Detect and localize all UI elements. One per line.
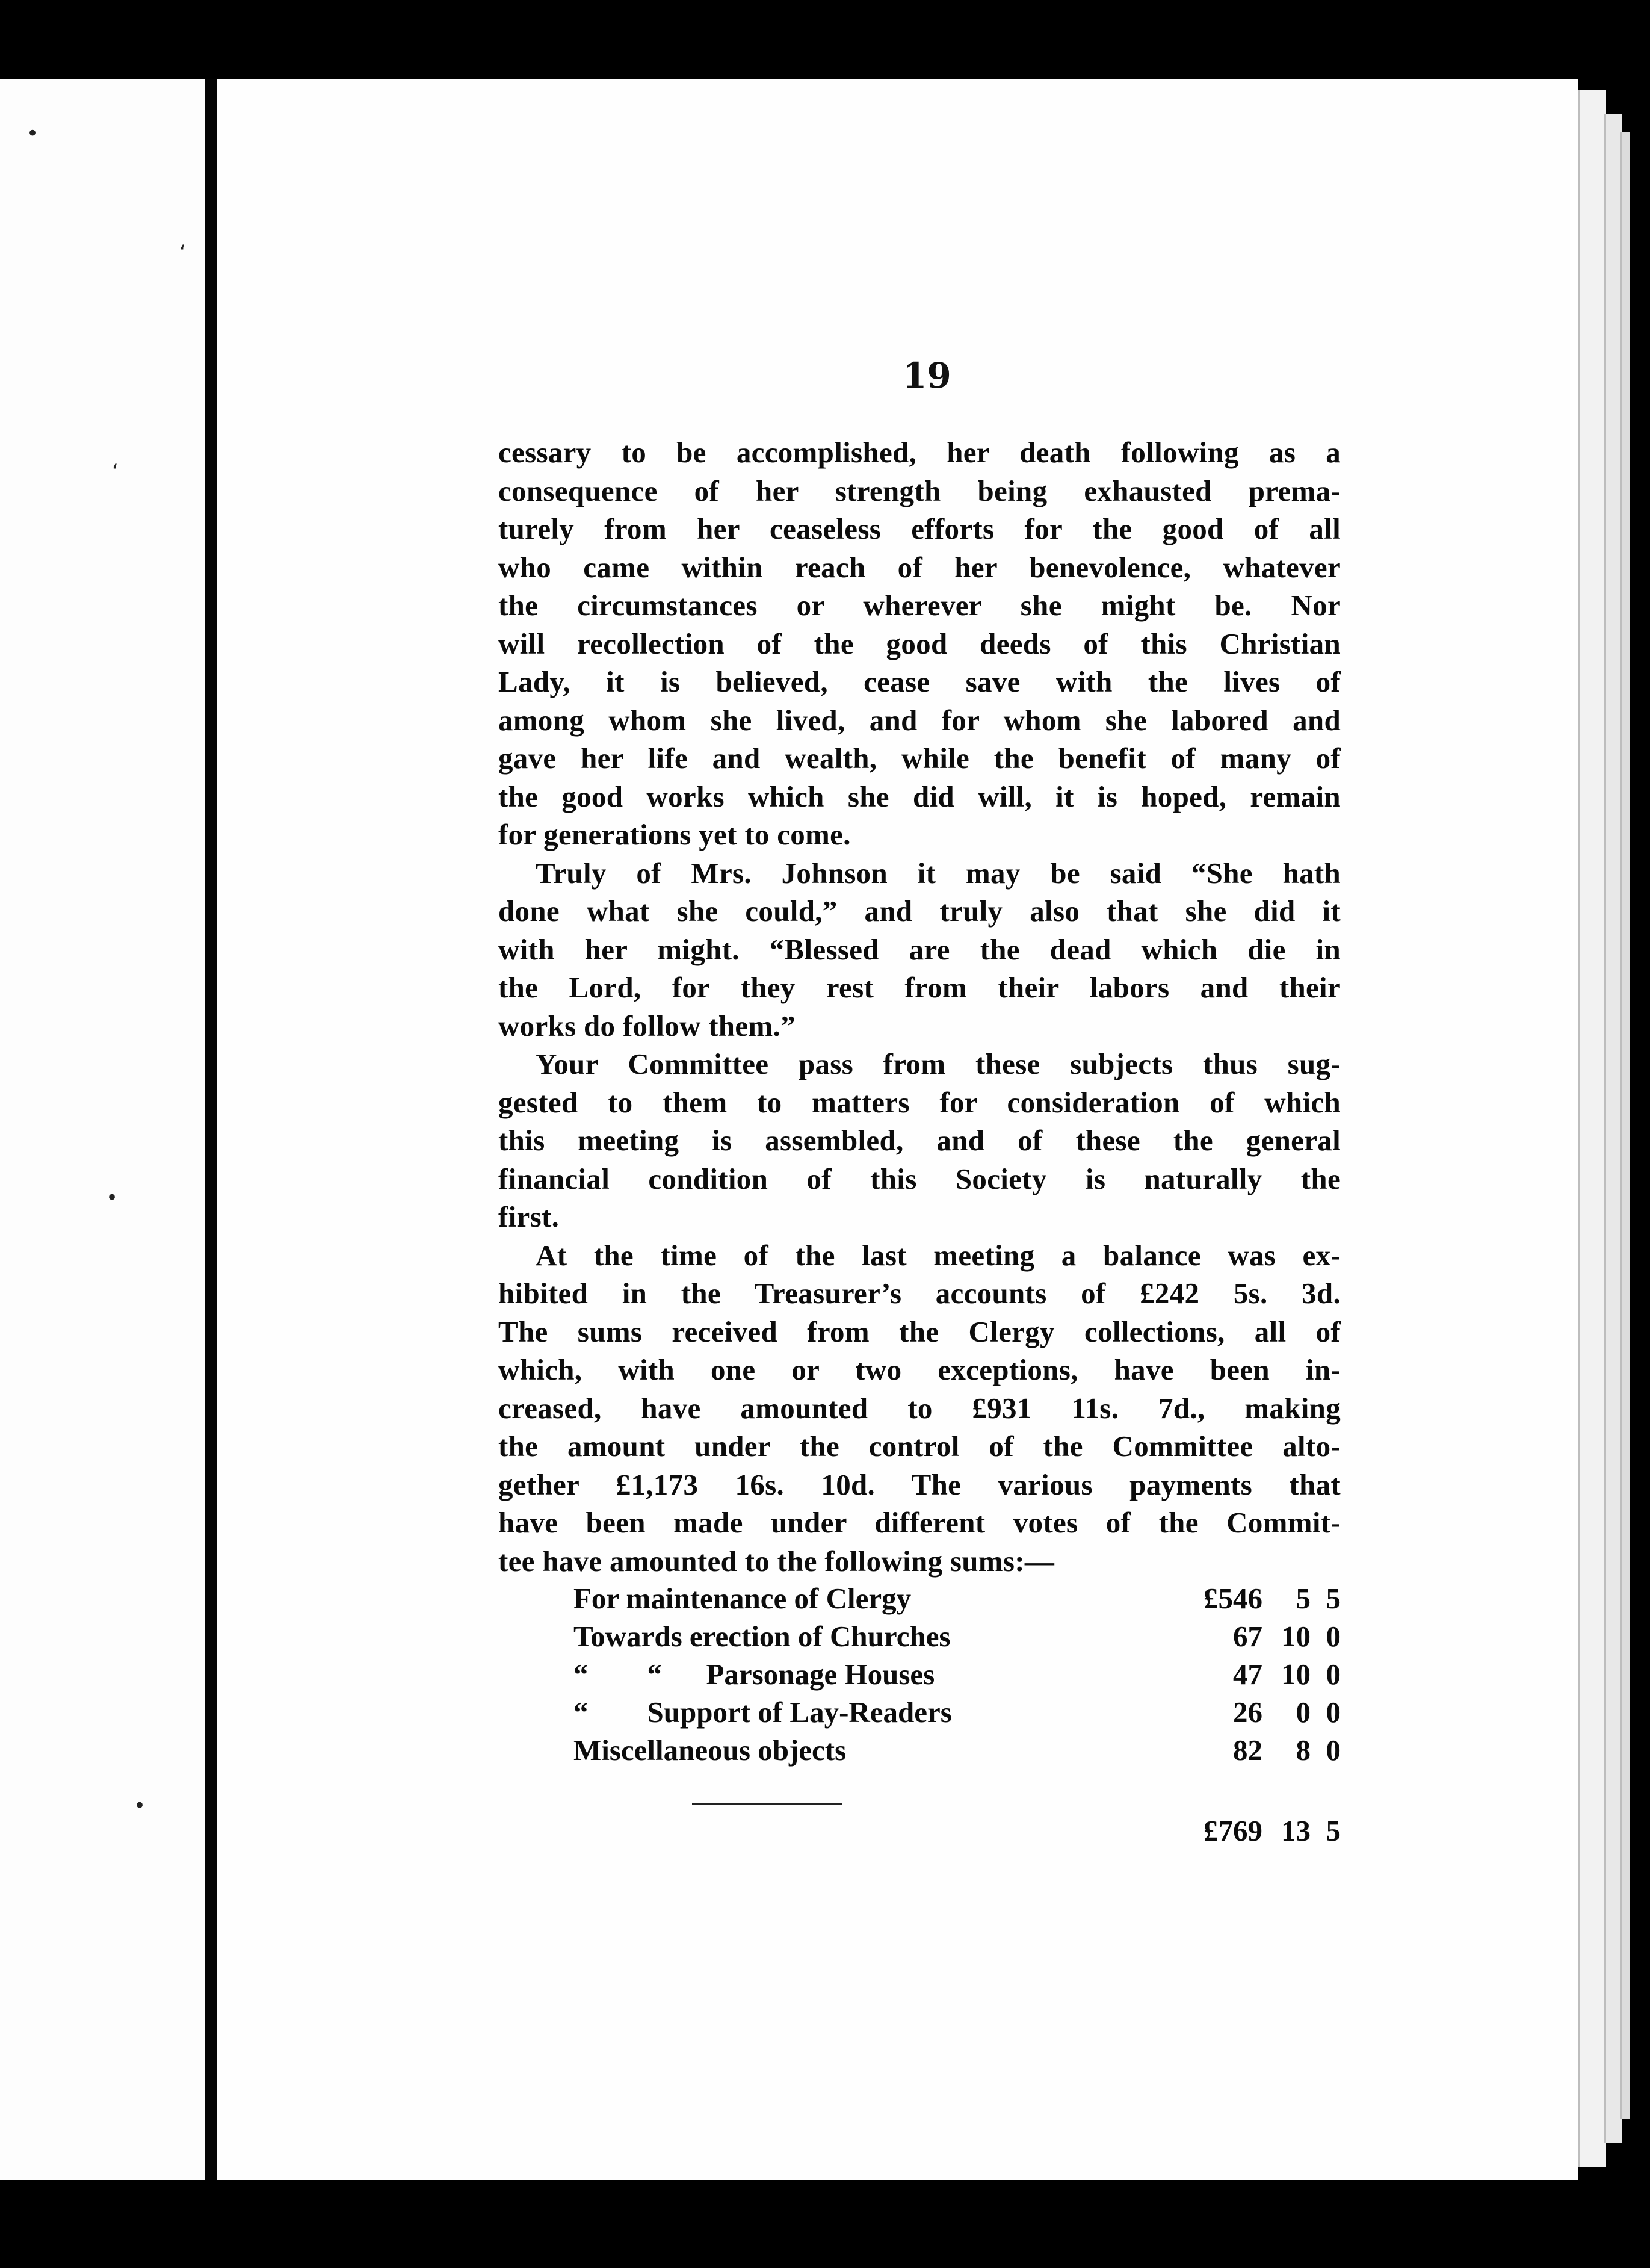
total-shillings: 13 <box>1281 1814 1311 1847</box>
amount-pence: 0 <box>1326 1658 1341 1691</box>
text-line: will recollection of the good deeds of this Christian <box>498 627 1341 660</box>
amount-pence: 5 <box>1326 1582 1341 1615</box>
stray-mark: ‘ <box>112 460 119 484</box>
payment-label: For maintenance of Clergy <box>573 1582 912 1615</box>
amount-pounds: 67 <box>1233 1620 1262 1653</box>
text-line: The sums received from the Clergy collections, all of <box>498 1315 1341 1348</box>
payment-label: “ Support of Lay-Readers <box>573 1696 952 1729</box>
payment-row <box>498 1579 1341 1617</box>
amount-shillings: 5 <box>1296 1582 1311 1615</box>
payment-row <box>498 1693 1341 1731</box>
payment-row <box>498 1731 1341 1769</box>
amount-pounds: 47 <box>1233 1658 1262 1691</box>
text-line: this meeting is assembled, and of these the general <box>498 1124 1341 1157</box>
text-line: who came within reach of her benevolence, whatever <box>498 550 1341 584</box>
text-line: At the time of the last meeting a balance was ex- <box>536 1238 1341 1272</box>
body-text <box>498 433 1341 1580</box>
text-line: have been made under different votes of the Commit- <box>498 1506 1341 1539</box>
payment-label: Miscellaneous objects <box>573 1734 847 1767</box>
amount-pence: 0 <box>1326 1734 1341 1767</box>
text-line: gested to them to matters for consideration of which <box>498 1085 1341 1119</box>
text-line: hibited in the Treasurer’s accounts of £242 5s. 3d. <box>498 1277 1341 1310</box>
page-number: 19 <box>903 355 951 396</box>
text-line: Truly of Mrs. Johnson it may be said “She hath <box>536 856 1341 890</box>
text-line: cessary to be accomplished, her death following as a <box>498 436 1341 469</box>
facing-page <box>0 79 205 2180</box>
text-line: the Lord, for they rest from their labors and their <box>498 971 1341 1004</box>
stray-mark: • <box>134 1794 146 1818</box>
page-edge <box>1604 114 1622 2143</box>
text-line: consequence of her strength being exhausted prema- <box>498 474 1341 507</box>
total-pounds: £769 <box>1204 1814 1262 1847</box>
stray-mark: ‘ <box>179 241 186 265</box>
paragraph <box>498 854 1341 1046</box>
total-rule <box>692 1803 842 1805</box>
page-gutter <box>205 79 217 2180</box>
text-line: for generations yet to come. <box>498 818 851 851</box>
amount-shillings: 10 <box>1281 1620 1311 1653</box>
total-pence: 5 <box>1326 1814 1341 1847</box>
text-line: Your Committee pass from these subjects thus sug- <box>536 1047 1341 1080</box>
text-line: which, with one or two exceptions, have been in- <box>498 1353 1341 1386</box>
amount-shillings: 0 <box>1296 1696 1311 1729</box>
paragraph <box>498 1236 1341 1581</box>
payment-label: “ “ Parsonage Houses <box>573 1658 935 1691</box>
payments-total <box>1172 1812 1341 1850</box>
page-edge <box>1578 90 1606 2167</box>
payments-table <box>498 1579 1341 1769</box>
text-line: creased, have amounted to £931 11s. 7d., making <box>498 1391 1341 1425</box>
stray-mark: • <box>106 1186 119 1210</box>
text-line: done what she could,” and truly also that she did it <box>498 894 1341 928</box>
text-line: works do follow them.” <box>498 1009 796 1043</box>
amount-pence: 0 <box>1326 1696 1341 1729</box>
payment-row <box>498 1655 1341 1693</box>
amount-shillings: 10 <box>1281 1658 1311 1691</box>
page-edge <box>1620 132 1630 2119</box>
payment-row <box>498 1617 1341 1655</box>
text-line: with her might. “Blessed are the dead which die in <box>498 932 1341 966</box>
amount-pounds: 26 <box>1233 1696 1262 1729</box>
amount-shillings: 8 <box>1296 1734 1311 1767</box>
text-line: gave her life and wealth, while the benefit of many of <box>498 742 1341 775</box>
paragraph <box>498 433 1341 854</box>
stray-mark: • <box>26 122 39 146</box>
amount-pounds: £546 <box>1204 1582 1262 1615</box>
text-line: turely from her ceaseless efforts for the good of all <box>498 512 1341 545</box>
text-line: the good works which she did will, it is hoped, remain <box>498 779 1341 813</box>
text-line: the amount under the control of the Committee alto- <box>498 1430 1341 1463</box>
text-line: first. <box>498 1200 560 1233</box>
paragraph <box>498 1045 1341 1236</box>
amount-pounds: 82 <box>1233 1734 1262 1767</box>
text-line: the circumstances or wherever she might be. Nor <box>498 589 1341 622</box>
text-line: financial condition of this Society is naturally the <box>498 1162 1341 1195</box>
text-line: gether £1,173 16s. 10d. The various payments that <box>498 1467 1341 1501</box>
text-line: tee have amounted to the following sums:— <box>498 1544 1055 1578</box>
text-line: among whom she lived, and for whom she labored and <box>498 703 1341 737</box>
amount-pence: 0 <box>1326 1620 1341 1653</box>
text-line: Lady, it is believed, cease save with the lives of <box>498 665 1341 698</box>
payment-label: Towards erection of Churches <box>573 1620 951 1653</box>
